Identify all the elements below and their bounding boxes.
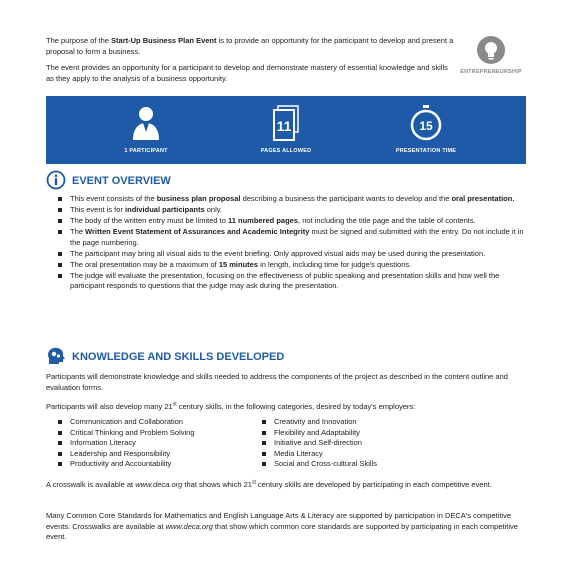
list-item: The judge will evaluate the presentation, focusing on the effectiveness of public speaking and presentation skills and how well the participant responds to questions that the judge may ask during the presentation.	[58, 271, 528, 292]
stopwatch-icon	[409, 104, 443, 142]
event-overview-heading: EVENT OVERVIEW	[46, 170, 171, 193]
list-item: This event consists of the business plan proposal describing a business the participant wants to develop and the oral presentation.	[58, 194, 528, 205]
list-item: Communication and Collaboration	[58, 417, 195, 428]
list-item: Social and Cross-cultural Skills	[262, 459, 377, 470]
stat-pages	[226, 104, 346, 157]
common-core-paragraph: Many Common Core Standards for Mathematics and English Language Arts & Literacy are supported by participation in DECA's competitive events. Crosswalks are available at www.deca.org that show which common core standards are supported by participating in each competitive event.	[46, 511, 518, 541]
stat-participants	[86, 104, 206, 157]
entrepreneurship-logo	[456, 36, 526, 78]
intro-paragraph-2: The event provides an opportunity for a participant to develop and demonstrate mastery of essential knowledge and skills as they apply to the analysis of a business opportunity.	[46, 63, 448, 83]
list-item: The oral presentation may be a maximum of 15 minutes in length, including time for judge's questions.	[58, 260, 528, 271]
intro-section	[46, 36, 456, 90]
stat-participants-label: 1 PARTICIPANT	[124, 148, 168, 154]
deca-link[interactable]: www.deca.org	[135, 480, 183, 489]
stat-pages-label: PAGES ALLOWED	[260, 148, 312, 154]
logo-label: ENTREPRENEURSHIP	[460, 69, 522, 75]
document-icon	[269, 104, 303, 142]
stat-time-number: 15	[419, 119, 433, 133]
head-gears-icon	[46, 346, 66, 369]
list-item: The body of the written entry must be limited to 11 numbered pages, not including the title page and the table of contents.	[58, 216, 528, 227]
list-item: This event is for individual participants only.	[58, 205, 528, 216]
crosswalk-paragraph: A crosswalk is available at www.deca.org that shows which 21st century skills are developed by participating in each competitive event.	[46, 479, 492, 489]
list-item: Information Literacy	[58, 438, 195, 449]
list-item: Leadership and Responsibility	[58, 449, 195, 460]
list-item: Productivity and Accountability	[58, 459, 195, 470]
stat-pages-number: 11	[276, 118, 292, 134]
list-item: Flexibility and Adaptability	[262, 428, 377, 439]
list-item: The Written Event Statement of Assurances and Academic Integrity must be signed and submitted with the entry. Do not include it in the page numbering.	[58, 227, 528, 248]
stat-time-label: PRESENTATION TIME	[395, 148, 457, 154]
list-item: Critical Thinking and Problem Solving	[58, 428, 195, 439]
list-item: Media Literacy	[262, 449, 377, 460]
knowledge-heading: KNOWLEDGE AND SKILLS DEVELOPED	[46, 346, 284, 369]
knowledge-paragraph-1: Participants will demonstrate knowledge and skills needed to address the components of the project as described in the content outline and evaluation forms.	[46, 372, 508, 392]
knowledge-paragraph-2: Participants will also develop many 21st century skills, in the following categories, desired by today's employers:	[46, 401, 416, 411]
list-item: Initiative and Self-direction	[262, 438, 377, 449]
intro-paragraph-1: The purpose of the Start-Up Business Plan Event is to provide an opportunity for the participant to develop and present a proposal to form a business.	[46, 36, 454, 56]
list-item: The participant may bring all visual aids to the event briefing. Only approved visual aids may be used during the presentation.	[58, 249, 528, 260]
event-stats-banner	[46, 96, 526, 164]
lightbulb-icon	[477, 36, 505, 64]
event-overview-list	[58, 194, 528, 292]
stat-time	[366, 104, 486, 157]
skills-list-right	[262, 417, 377, 470]
deca-link[interactable]: www.deca.org	[165, 521, 213, 531]
skills-list-left	[58, 417, 195, 470]
info-icon	[46, 170, 66, 193]
list-item: Creativity and Innovation	[262, 417, 377, 428]
person-icon	[129, 104, 163, 142]
